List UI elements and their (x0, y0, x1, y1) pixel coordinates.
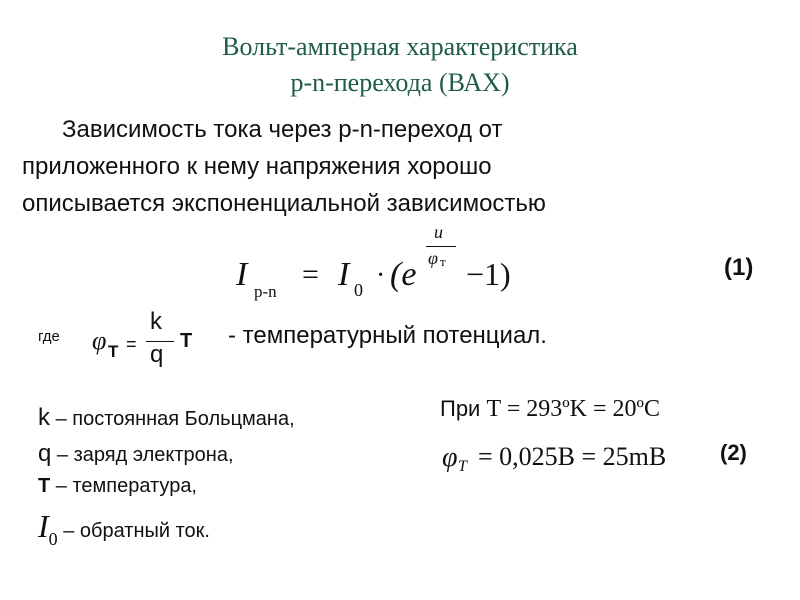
slide-title-line1: Вольт-амперная характеристика (222, 32, 578, 61)
formula-1-number: (1) (724, 254, 754, 281)
where-eq: = (126, 334, 137, 354)
formula-1-I: I (236, 256, 248, 293)
intro-line-2: приложенного к нему напряжения хорошо (22, 153, 492, 180)
formula-1-exp-num: u (434, 222, 443, 242)
definition-I0-symbol: I (38, 508, 49, 544)
formula-2 (442, 438, 712, 482)
formula-1-I0: I (338, 256, 350, 293)
where-label: где (38, 328, 60, 345)
definition-k-text: – постоянная Больцмана, (55, 408, 295, 430)
formula-1-sub0: 0 (354, 280, 363, 300)
formula-1-minus-one: −1) (466, 256, 511, 292)
definition-T (38, 475, 197, 498)
intro-line-3: описывается экспоненциальной зависимостью (22, 190, 546, 217)
condition-text: T = 293ºK = 20ºC (486, 396, 660, 422)
slide-title-line2: p-n-перехода (ВАХ) (290, 68, 510, 97)
formula-1-dot: · (376, 260, 386, 291)
definition-q-text: – заряд электрона, (56, 444, 234, 466)
definition-q-symbol: q (38, 440, 52, 467)
definition-I0-text: – обратный ток. (63, 520, 210, 542)
definition-T-text: – температура, (55, 475, 197, 497)
formula-2-phi: φ (442, 442, 458, 473)
definition-I0 (38, 508, 210, 548)
thermal-potential-text: - температурный потенциал. (228, 322, 547, 349)
where-phi: φ (92, 326, 107, 355)
formula-2-phi-sub: T (458, 458, 467, 475)
formula-1 (230, 222, 560, 312)
formula-1-eq: = (302, 258, 319, 291)
where-T: T (180, 330, 193, 352)
definition-k-symbol: k (38, 404, 50, 431)
where-num: k (150, 308, 162, 335)
definition-T-symbol: T (38, 475, 51, 497)
condition (440, 396, 660, 423)
intro-line-1: Зависимость тока через p-n-переход от (62, 116, 503, 143)
definition-k (38, 404, 295, 432)
where-den: q (150, 341, 164, 368)
formula-1-sub-pn: p-n (254, 282, 277, 301)
formula-1-exp-phi: φ (428, 248, 438, 268)
formula-1-exp-sub: т (440, 254, 446, 269)
formula-2-text: = 0,025B = 25mB (478, 442, 667, 471)
formula-1-open: (e (390, 256, 417, 293)
definition-I0-sub: 0 (48, 529, 58, 549)
condition-prefix: При (440, 396, 481, 421)
definition-q (38, 440, 234, 468)
where-phi-sub: T (108, 342, 119, 361)
formula-2-number: (2) (720, 440, 747, 465)
formula-1-exp-bar (426, 246, 456, 247)
